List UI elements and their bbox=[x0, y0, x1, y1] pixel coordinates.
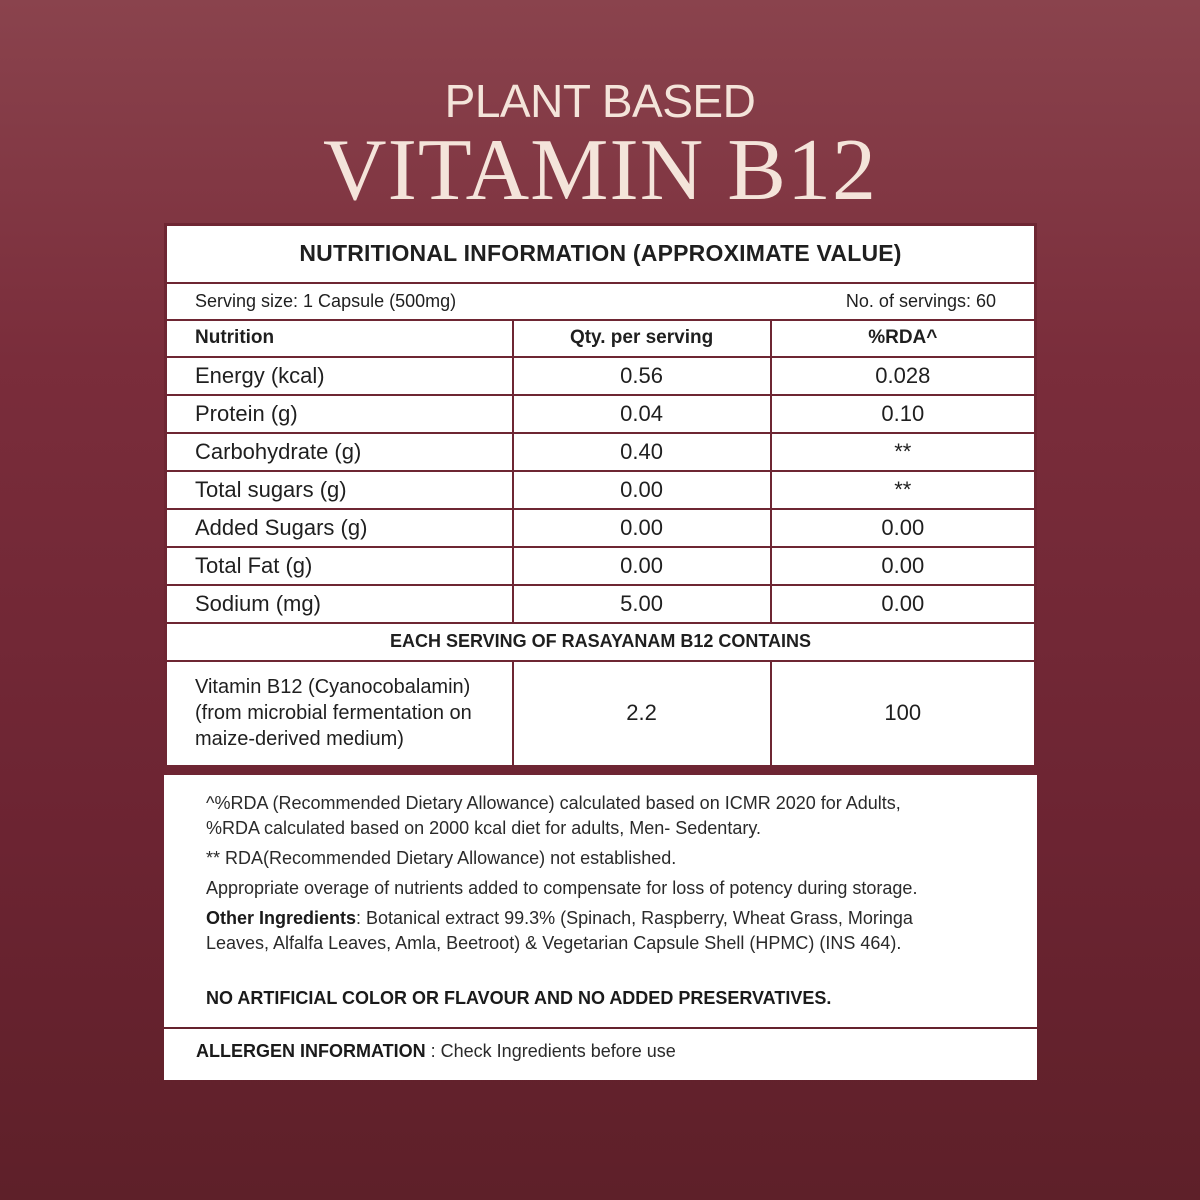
table-title: NUTRITIONAL INFORMATION (APPROXIMATE VALUE) bbox=[166, 225, 1036, 283]
row-rda: 0.00 bbox=[771, 509, 1036, 547]
column-header-rda: %RDA^ bbox=[771, 320, 1036, 357]
each-serving-heading: EACH SERVING OF RASAYANAM B12 CONTAINS bbox=[166, 623, 1036, 661]
notes-panel bbox=[164, 775, 1037, 1027]
serving-size: Serving size: 1 Capsule (500mg) bbox=[195, 290, 457, 311]
allergen-label: ALLERGEN INFORMATION bbox=[196, 1041, 426, 1061]
overage-note: Appropriate overage of nutrients added to compensate for loss of potency during storage. bbox=[206, 878, 918, 898]
table-row bbox=[166, 433, 1036, 471]
row-rda: 0.10 bbox=[771, 395, 1036, 433]
table-row bbox=[166, 357, 1036, 395]
allergen-panel bbox=[164, 1029, 1037, 1080]
row-label: Total Fat (g) bbox=[166, 547, 513, 585]
table-row bbox=[166, 509, 1036, 547]
other-ingredients-text: : Botanical extract 99.3% (Spinach, Raspberry, Wheat Grass, Moringa bbox=[356, 908, 913, 928]
column-header-row bbox=[166, 320, 1036, 357]
row-label: Energy (kcal) bbox=[166, 357, 513, 395]
rda-note-line: ^%RDA (Recommended Dietary Allowance) calculated based on ICMR 2020 for Adults, bbox=[206, 793, 901, 813]
row-label: Carbohydrate (g) bbox=[166, 433, 513, 471]
row-qty: 0.00 bbox=[513, 509, 771, 547]
row-rda: 0.00 bbox=[771, 585, 1036, 623]
b12-label-line: maize-derived medium) bbox=[195, 728, 404, 751]
not-established-note: ** RDA(Recommended Dietary Allowance) not established. bbox=[206, 848, 677, 868]
row-rda: ** bbox=[771, 471, 1036, 509]
header-subtitle: PLANT BASED bbox=[444, 75, 756, 127]
row-qty: 5.00 bbox=[513, 585, 771, 623]
row-qty: 0.04 bbox=[513, 395, 771, 433]
allergen-text: : Check Ingredients before use bbox=[425, 1041, 676, 1061]
table-row bbox=[166, 585, 1036, 623]
row-label: Protein (g) bbox=[166, 395, 513, 433]
row-rda: ** bbox=[771, 433, 1036, 471]
b12-qty: 2.2 bbox=[513, 661, 771, 767]
column-header-qty: Qty. per serving bbox=[513, 320, 771, 357]
rda-note-line: %RDA calculated based on 2000 kcal diet for adults, Men- Sedentary. bbox=[206, 818, 761, 838]
nutrition-table bbox=[164, 223, 1037, 768]
other-ingredients-label: Other Ingredients bbox=[206, 908, 357, 928]
header-title: VITAMIN B12 bbox=[323, 122, 877, 219]
rda-note bbox=[206, 791, 1007, 841]
row-label: Total sugars (g) bbox=[166, 471, 513, 509]
b12-rda: 100 bbox=[771, 661, 1036, 767]
other-ingredients bbox=[206, 906, 1007, 956]
b12-label bbox=[166, 661, 513, 767]
b12-label-line: (from microbial fermentation on bbox=[195, 702, 472, 725]
row-qty: 0.00 bbox=[513, 471, 771, 509]
b12-row bbox=[166, 661, 1036, 767]
row-rda: 0.028 bbox=[771, 357, 1036, 395]
row-label: Added Sugars (g) bbox=[166, 509, 513, 547]
b12-label-line: Vitamin B12 (Cyanocobalamin) bbox=[195, 676, 471, 699]
other-ingredients-text-2: Leaves, Alfalfa Leaves, Amla, Beetroot) & Vegetarian Capsule Shell (HPMC) (INS 464). bbox=[206, 933, 902, 953]
table-row bbox=[166, 395, 1036, 433]
row-qty: 0.56 bbox=[513, 357, 771, 395]
row-rda: 0.00 bbox=[771, 547, 1036, 585]
table-row bbox=[166, 547, 1036, 585]
row-qty: 0.40 bbox=[513, 433, 771, 471]
row-qty: 0.00 bbox=[513, 547, 771, 585]
table-row bbox=[166, 471, 1036, 509]
column-header-nutrition: Nutrition bbox=[166, 320, 513, 357]
row-label: Sodium (mg) bbox=[166, 585, 513, 623]
servings-count: No. of servings: 60 bbox=[845, 290, 996, 311]
no-artificial-note: NO ARTIFICIAL COLOR OR FLAVOUR AND NO ADDED PRESERVATIVES. bbox=[206, 988, 832, 1008]
serving-row bbox=[166, 283, 1036, 320]
